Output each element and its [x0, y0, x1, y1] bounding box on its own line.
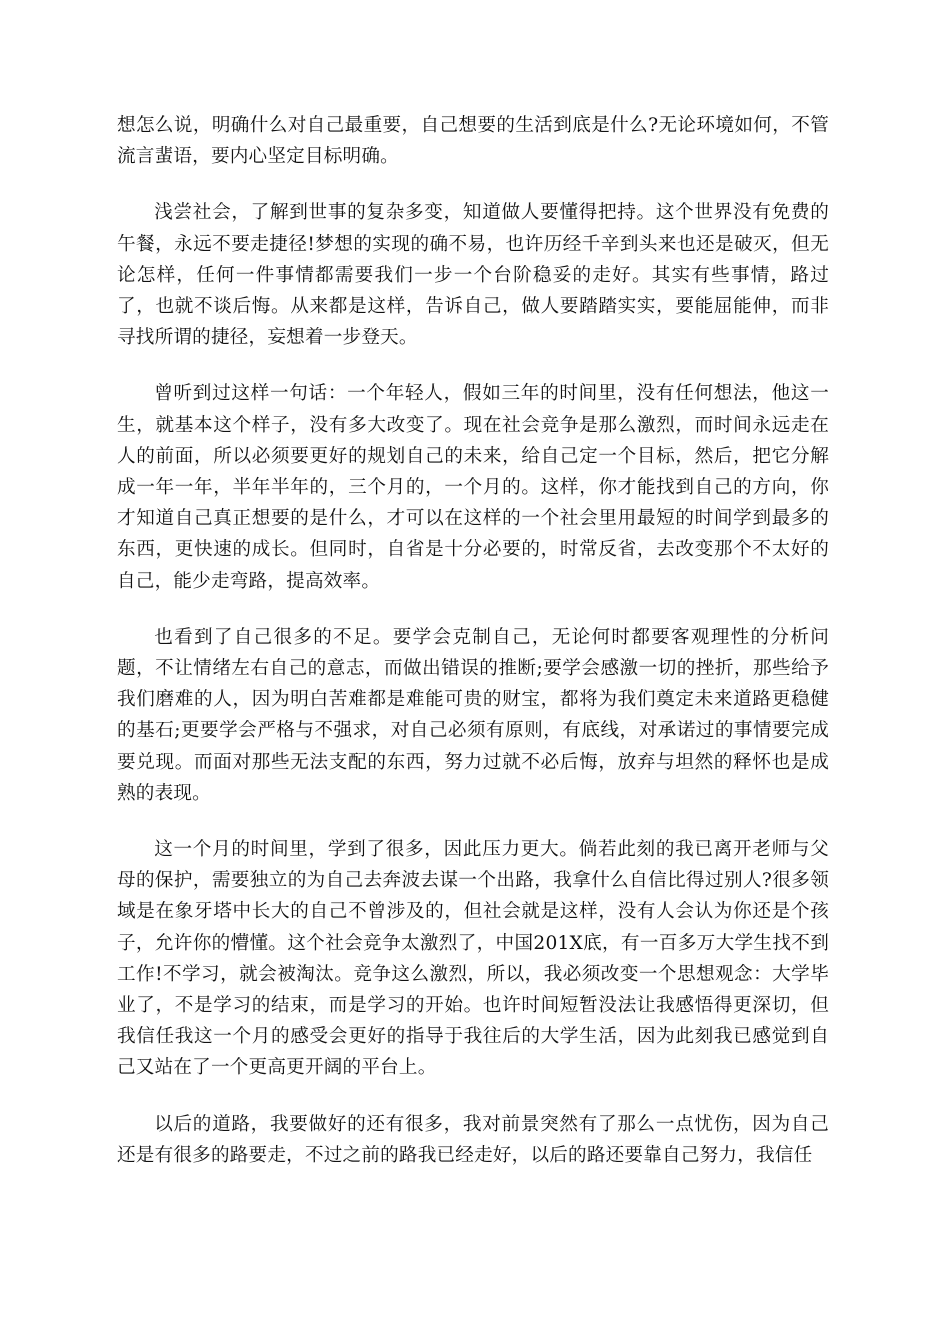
paragraph-continuation: 想怎么说，明确什么对自己最重要，自己想要的生活到底是什么?无论环境如何，不管流言蜚语，要内心坚定目标明确。	[117, 115, 829, 168]
paragraph-shortcomings: 也看到了自己很多的不足。要学会克制自己，无论何时都要客观理性的分析问题，不让情绪左右自己的意志，而做出错误的推断;要学会感激一切的挫折，那些给予我们磨难的人，因为明白苦难都是难能可贵的财宝，都将为我们奠定未来道路更稳健的基石;更要学会严格与不强求，对自己必须有原则，有底线，对承诺过的事情要完成要兑现。而面对那些无法支配的东西，努力过就不必后悔，放弃与坦然的释怀也是成熟的表现。	[117, 626, 829, 804]
paragraph-planning: 曾听到过这样一句话：一个年轻人，假如三年的时间里，没有任何想法，他这一生，就基本这个样子，没有多大改变了。现在社会竞争是那么激烈，而时间永远走在人的前面，所以必须要更好的规划自己的未来，给自己定一个目标，然后，把它分解成一年一年，半年半年的，三个月的，一个月的。这样，你才能找到自己的方向，你才知道自己真正想要的是什么，才可以在这样的一个社会里用最短的时间学到最多的东西，更快速的成长。但同时，自省是十分必要的，时常反省，去改变那个不太好的自己，能少走弯路，提高效率。	[117, 383, 829, 592]
paragraph-society: 浅尝社会，了解到世事的复杂多变，知道做人要懂得把持。这个世界没有免费的午餐，永远不要走捷径!梦想的实现的确不易，也许历经千辛到头来也还是破灭，但无论怎样，任何一件事情都需要我们一步一个台阶稳妥的走好。其实有些事情，路过了，也就不谈后悔。从来都是这样，告诉自己，做人要踏踏实实，要能屈能伸，而非寻找所谓的捷径，妄想着一步登天。	[117, 202, 829, 349]
paragraph-month-learning: 这一个月的时间里，学到了很多，因此压力更大。倘若此刻的我已离开老师与父母的保护，需要独立的为自己去奔波去谋一个出路，我拿什么自信比得过别人?很多领域是在象牙塔中长大的自己不曾涉及的，但社会就是这样，没有人会认为你还是个孩子，允许你的懵懂。这个社会竞争太激烈了，中国201X底，有一百多万大学生找不到工作!不学习，就会被淘汰。竞争这么激烈，所以，我必须改变一个思想观念：大学毕业了，不是学习的结束，而是学习的开始。也许时间短暂没法让我感悟得更深切，但我信任我这一个月的感受会更好的指导于我往后的大学生活，因为此刻我已感觉到自己又站在了一个更高更开阔的平台上。	[117, 839, 829, 1079]
paragraph-future-road: 以后的道路，我要做好的还有很多，我对前景突然有了那么一点忧伤，因为自己还是有很多的路要走，不过之前的路我已经走好，以后的路还要靠自己努力，我信任	[117, 1113, 829, 1166]
document-body	[117, 110, 829, 1196]
